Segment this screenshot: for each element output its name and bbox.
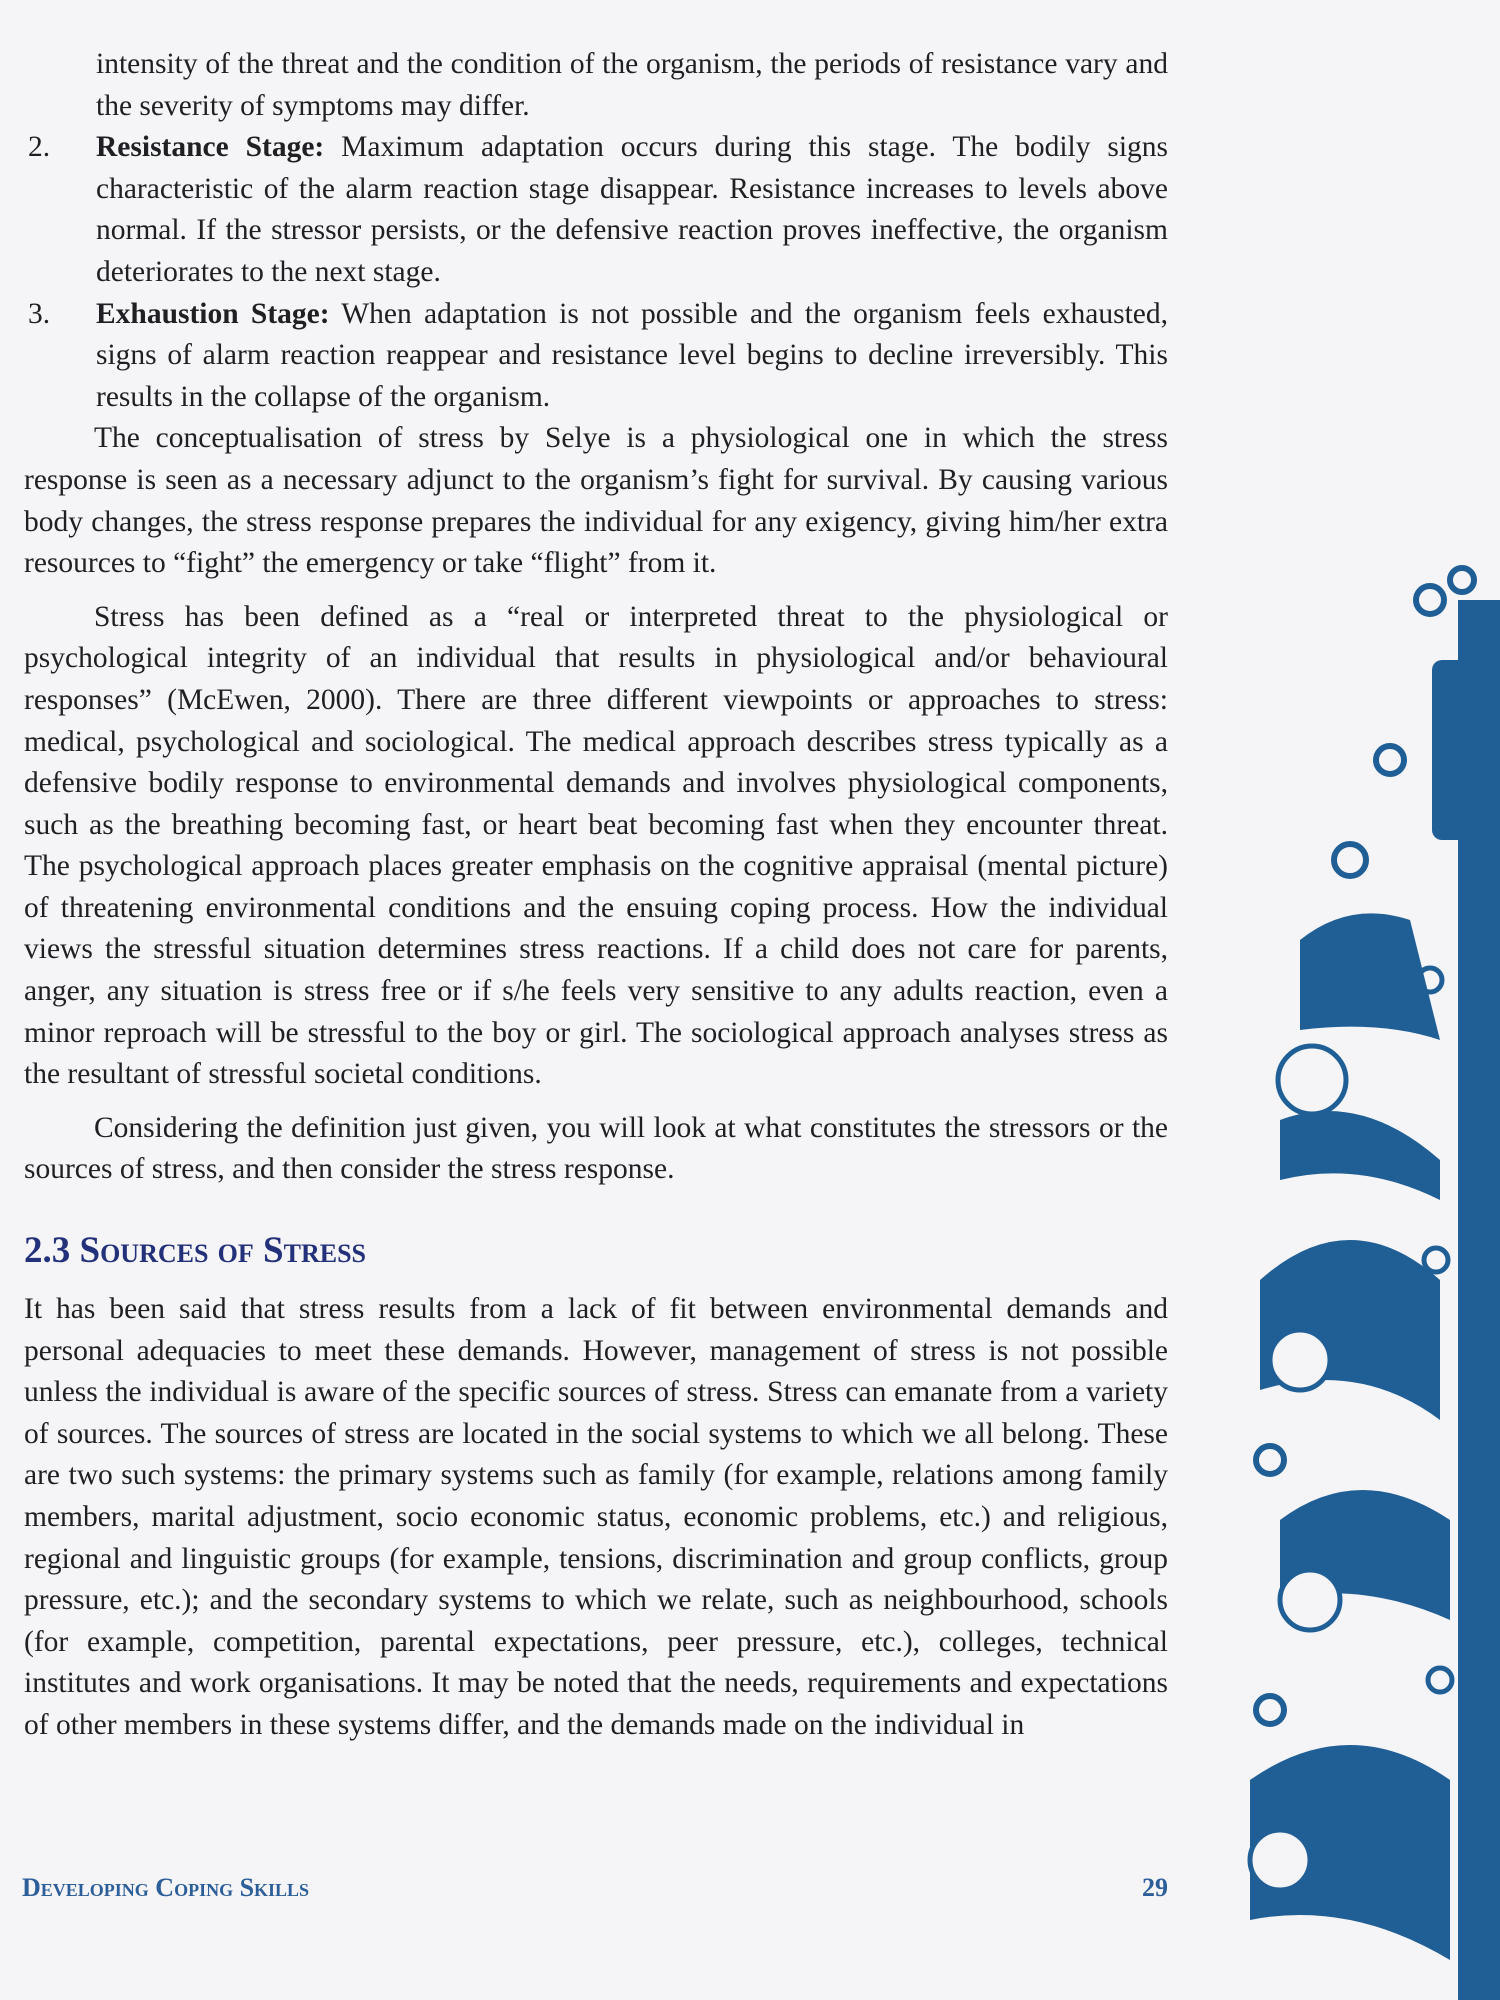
children-illustration (1240, 560, 1500, 2000)
list-item-title: Exhaustion Stage: (96, 297, 330, 330)
section-number: 2.3 (24, 1230, 71, 1272)
section-title: Sources of Stress (79, 1230, 366, 1272)
page-number: 29 (1142, 1873, 1168, 1902)
list-item-exhaustion-stage (24, 294, 1168, 419)
paragraph-stress-definition: Stress has been defined as a “real or interpreted threat to the physiological or psychological integrity of an individual that results in physiological and/or behavioural responses” (McEwen, 2000). There are three different viewpoints or approaches to stress: medical, psychological and sociological. The medical approach describes stress typically as a defensive bodily response to environmental demands and involves physiological components, such as the breathing becoming fast, or heart beat becoming fast when they encounter threat. The psychological approach places greater emphasis on the cognitive appraisal (mental picture) of threatening environmental conditions and the ensuing coping process. How the individual views the stressful situation determines stress reactions. If a child does not care for parents, anger, any situation is stress free or if s/he feels very sensitive to any adults reaction, even a minor reproach will be stressful to the boy or girl. The sociological approach analyses stress as the resultant of stressful societal conditions. (24, 600, 1168, 1091)
section-heading (24, 1229, 1168, 1273)
footer-book-title: Developing Coping Skills (22, 1873, 310, 1902)
paragraph-sources: It has been said that stress results from a lack of fit between environmental demands and personal adequacies to meet these demands. However, management of stress is not possible unless the individual is aware of the specific sources of stress. Stress can emanate from a variety of sources. The sources of stress are located in the social systems to which we all belong. These are two such systems: the primary systems such as family (for example, relations among family members, marital adjustment, socio economic status, economic problems, etc.) and religious, regional and linguistic groups (for example, tensions, discrimination and group conflicts, group pressure, etc.); and the secondary systems to which we relate, such as neighbourhood, schools (for example, competition, parental expectations, peer pressure, etc.), colleges, technical institutes and work organisations. It may be noted that the needs, requirements and expectations of other members in these systems differ, and the demands made on the individual in (24, 1293, 1168, 1741)
continued-paragraph: intensity of the threat and the condition of the organism, the periods of resistance vary and the severity of symptoms may differ. (96, 48, 1168, 122)
page-footer (22, 1873, 1168, 1903)
list-item-resistance-stage (24, 127, 1168, 293)
list-item-title: Resistance Stage: (96, 131, 325, 164)
text-column (24, 44, 1168, 1747)
list-item-text: Maximum adaptation occurs during this stage. The bodily signs characteristic of the alarm reaction stage disappear. Resistance increases to levels above normal. If the stressor persists, or the defensive reaction proves ineffective, the organism deteriorates to the next stage. (96, 131, 1169, 288)
paragraph-selye: The conceptualisation of stress by Selye is a physiological one in which the stress response is seen as a necessary adjunct to the organism’s fight for survival. By causing various body changes, the stress response prepares the individual for any exigency, giving him/her extra resources to “fight” the emergency or take “flight” from it. (24, 422, 1168, 580)
list-number: 3. (28, 297, 51, 330)
paragraph-considering: Considering the definition just given, you will look at what constitutes the stressors or the sources of stress, and then consider the stress response. (24, 1111, 1168, 1186)
list-item-text: When adaptation is not possible and the organism feels exhausted, signs of alarm reaction reappear and resistance level begins to decline irreversibly. This results in the collapse of the organism. (96, 297, 1168, 413)
list-number: 2. (28, 131, 51, 164)
